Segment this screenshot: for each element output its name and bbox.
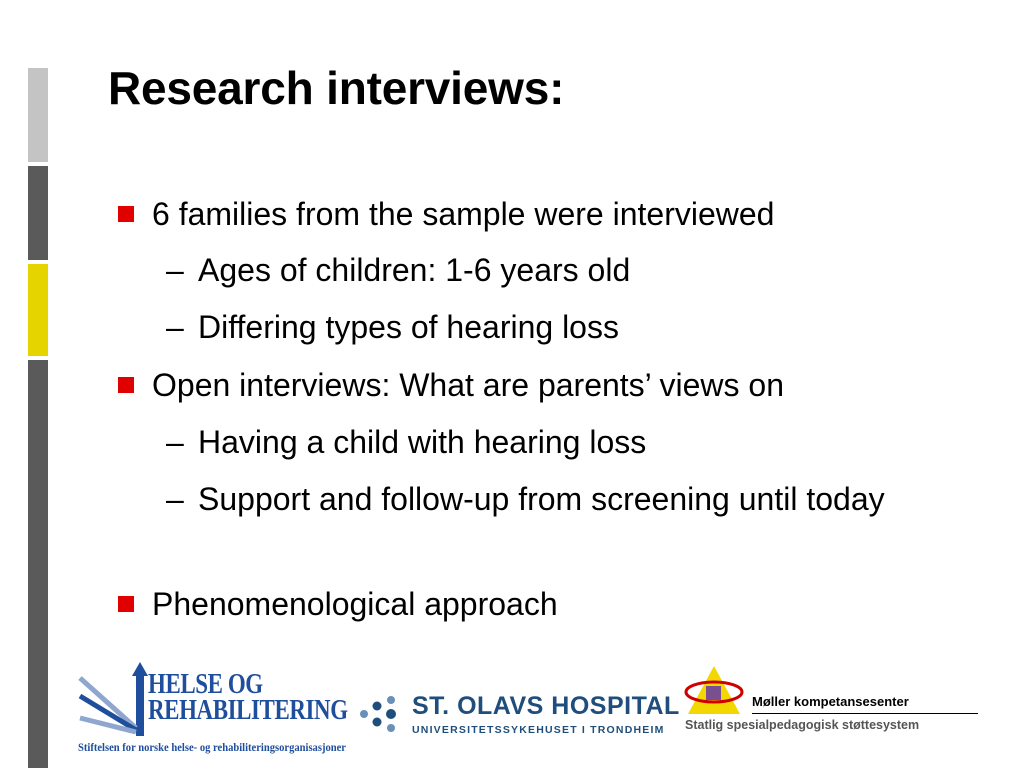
helse-logo-text: HELSE OG REHABILITERING (148, 669, 348, 726)
red-square-bullet-icon (118, 596, 134, 612)
red-square-bullet-icon (118, 377, 134, 393)
sub-bullet-text: Differing types of hearing loss (198, 309, 619, 345)
footer-logos (0, 650, 1024, 760)
bullet-text: Open interviews: What are parents’ views on (152, 367, 784, 403)
side-bar-yellow (28, 264, 48, 356)
bullet-text: Phenomenological approach (152, 586, 558, 622)
bullet-item (152, 585, 558, 623)
slide-title: Research interviews: (108, 62, 565, 114)
moller-divider (752, 713, 978, 714)
helse-og-rehabilitering-logo (78, 658, 358, 758)
helse-arrow-icon (78, 658, 148, 740)
sub-bullet-text: Ages of children: 1-6 years old (198, 252, 631, 288)
moller-logo-text: Møller kompetansesenter (752, 694, 909, 709)
sub-bullet-item (166, 308, 619, 346)
dash-marker: – (166, 424, 184, 460)
dash-marker: – (166, 252, 184, 288)
red-square-bullet-icon (118, 206, 134, 222)
sub-bullet-text: Support and follow-up from screening until today (198, 481, 885, 517)
olavs-dots-icon (358, 696, 402, 732)
sub-bullet-item (166, 251, 630, 289)
side-bar-dark-top (28, 166, 48, 260)
helse-logo-subtitle: Stiftelsen for norske helse- og rehabiliteringsorganisasjoner (78, 740, 347, 754)
olavs-logo-text: ST. OLAVS HOSPITAL (412, 692, 680, 720)
bullet-item (152, 195, 774, 233)
bullet-text: 6 families from the sample were interviewed (152, 196, 775, 232)
olavs-logo-subtitle: UNIVERSITETSSYKEHUSET I TRONDHEIM (412, 724, 665, 736)
moller-logo-subtitle: Statlig spesialpedagogisk støttesystem (685, 718, 920, 732)
dash-marker: – (166, 309, 184, 345)
sub-bullet-item (166, 423, 646, 461)
moller-kompetansesenter-logo (682, 664, 982, 744)
sub-bullet-item (166, 480, 958, 518)
side-bar-light (28, 68, 48, 162)
moller-triangle-icon (682, 664, 752, 718)
st-olavs-hospital-logo (358, 690, 678, 740)
bullet-item (152, 366, 784, 404)
dash-marker: – (166, 481, 184, 517)
sub-bullet-text: Having a child with hearing loss (198, 424, 647, 460)
